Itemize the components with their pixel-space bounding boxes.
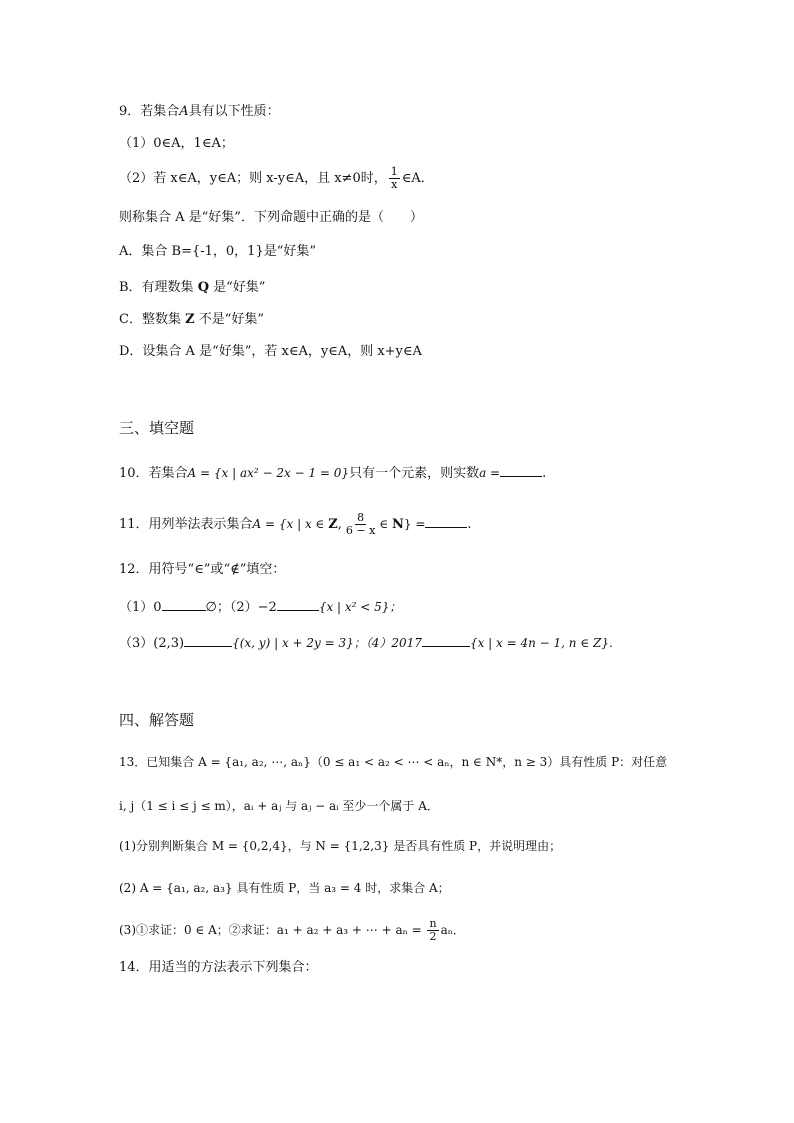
answer-blank[interactable] [184, 632, 232, 647]
q9-option-b: B．有理数集 Q 是“好集” [119, 280, 266, 295]
answer-blank[interactable] [425, 513, 467, 528]
q13-line-1: 13．已知集合 A = {a₁, a₂, ⋯, aₙ}（0 ≤ a₁ < a₂ < ⋯ < aₙ，n ∈ N*，n ≥ 3）具有性质 P：对任意 [119, 755, 668, 769]
section-title-fill-in: 三、填空题 [119, 419, 195, 437]
q9-stem: 9．若集合A具有以下性质： [119, 104, 280, 119]
set-expression: A = {x | ax² − 2x − 1 = 0} [187, 466, 350, 480]
fraction: $\frac{1}{x}$ [390, 165, 398, 191]
q9-condition-2: （2）若 x∈A，y∈A；则 x-y∈A，且 x≠0时， $\frac{1}{x}$ ∈A． [119, 165, 434, 191]
answer-blank[interactable] [500, 462, 542, 477]
q9-condition-1: （1）0∈A，1∈A； [119, 136, 234, 151]
q10: 10．若集合A = {x | ax² − 2x − 1 = 0}只有一个元素，则实数a = . [119, 462, 546, 484]
q12-stem: 12．用符号“∈”或“∉”填空： [119, 562, 286, 577]
q12-row-1: （1）0 ∅；（2）−2 {x | x² < 5}； [119, 596, 401, 618]
q13-part-1: (1)分别判断集合 M = {0,2,4}，与 N = {1,2,3} 是否具有性质 P，并说明理由； [119, 839, 562, 853]
q12-row-2: （3）(2,3) {(x, y) | x + 2y = 3}；（4）2017 {x | x = 4n − 1, n ∈ Z}. [119, 632, 613, 654]
answer-blank[interactable] [277, 596, 319, 611]
q14-stem: 14．用适当的方法表示下列集合： [119, 960, 318, 975]
section-title-answer: 四、解答题 [119, 711, 195, 729]
fraction: $\frac{n}{2}$ [429, 917, 437, 943]
q13-line-2: i, j（1 ≤ i ≤ j ≤ m），aᵢ + aⱼ 与 aⱼ − aᵢ 至少一个属于 A． [119, 799, 439, 813]
q9-option-d: D．设集合 A 是“好集”，若 x∈A，y∈A，则 x+y∈A [119, 344, 422, 359]
q9-option-c: C．整数集 Z 不是“好集” [119, 312, 265, 327]
q11: 11．用列举法表示集合A = {x | x ∈ Z, $\frac{8}{6 - x}$ ∈ N} = . [119, 511, 472, 537]
answer-blank[interactable] [422, 632, 470, 647]
q13-part-3: (3)①求证：0 ∈ A；②求证：a₁ + a₂ + a₃ + ⋯ + aₙ = $\frac{n}{2}$ aₙ． [119, 917, 465, 943]
q9-conclusion: 则称集合 A 是“好集”．下列命题中正确的是（ ） [119, 210, 423, 225]
q13-part-2: (2) A = {a₁, a₂, a₃} 具有性质 P，当 a₃ = 4 时，求集合 A； [119, 881, 450, 895]
answer-blank[interactable] [162, 596, 206, 611]
fraction: $\frac{8}{6 - x}$ [345, 511, 376, 537]
q9-option-a: A．集合 B={-1，0，1}是“好集” [119, 244, 317, 259]
